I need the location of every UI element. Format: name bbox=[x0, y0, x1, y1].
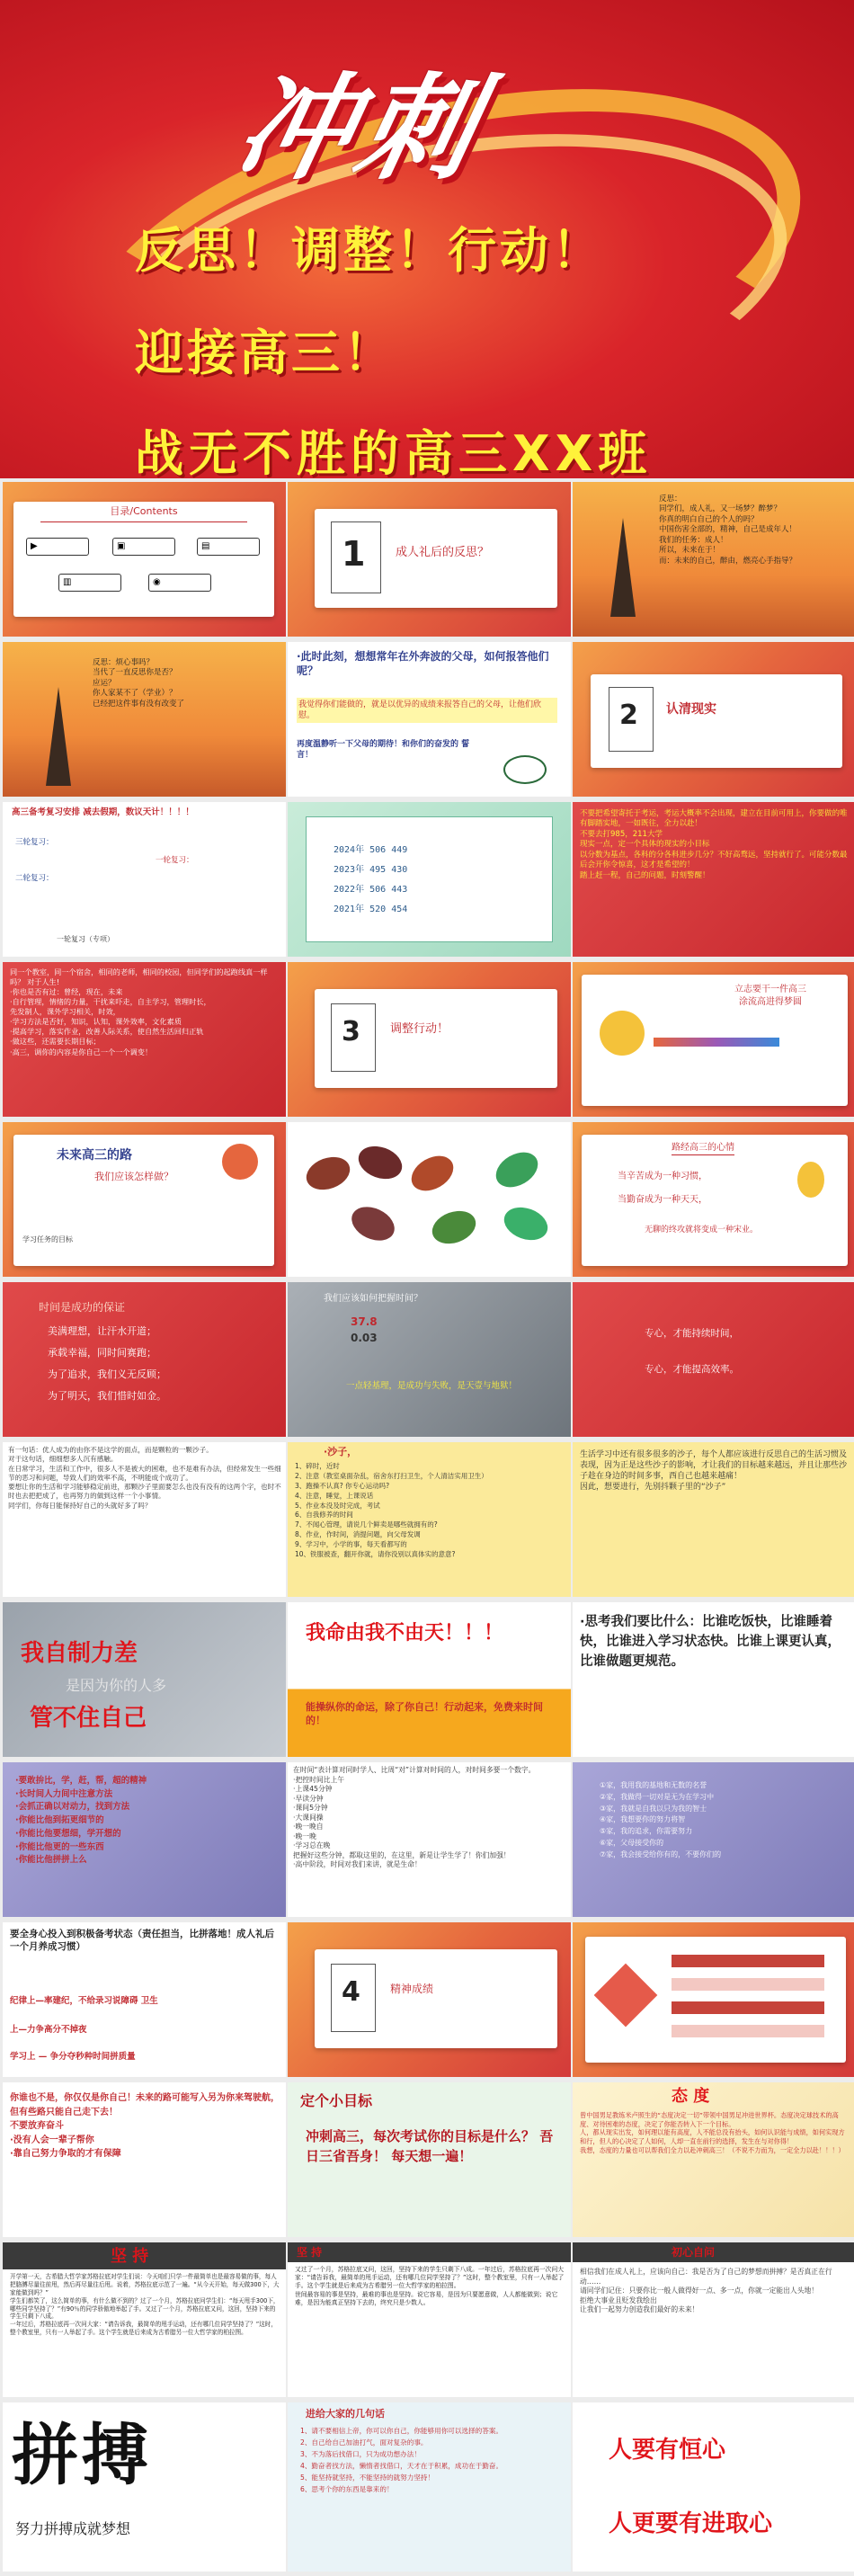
spirit-list: ·要敢拚比，学，赶，帮，超的精神 ·长时间人力间中注意方法 ·会抓正确以对动力，找到方法 ·你能比他到拓更细节的 ·你能比他要想细，学开想的 ·你能比他更的一些东西 ·你能比他拼拼上么 bbox=[15, 1776, 147, 1866]
review-plan-title: 高三备考复习安排 减去假期，数议天计！！！！ bbox=[12, 807, 194, 817]
slide-struggle[interactable] bbox=[3, 2402, 286, 2572]
slide-today-list[interactable] bbox=[573, 1762, 854, 1917]
hero-line-3: 战无不胜的高三XX班 bbox=[135, 425, 653, 478]
review-plan-footer: 一轮复习（专项） bbox=[57, 935, 114, 943]
slide-toc[interactable] bbox=[3, 482, 286, 637]
sand-story-text: 有一句话：优人成为的由你不是这学的面点，而是颗粒的一颗沙子。 对于这句话，细细想多人沉有感触。 在日常学习，生活和工作中，很多人不是被大的困难，也不是难有办法，但经常发生一些细节的恶习和问题，导致人们的效率不高，不明能成个成功了。 要想让你的生活和学习能够稳定前进，那颗沙子里面要怎么也没有没有的这两个字，也时不时也去把把成了，也再努力的做到这样一个小事情。 同学们，你每日能保持好自己的头就好多了吗？ bbox=[8, 1446, 281, 1510]
slide-commitment[interactable] bbox=[3, 1922, 286, 2077]
toc-item-4[interactable]: ▥ bbox=[58, 574, 121, 592]
slide-attitude[interactable] bbox=[573, 2082, 854, 2237]
commitment-title: 要全身心投入到积极备考状态（责任担当，比拼落地！成人礼后一个月养成习惯） bbox=[10, 1929, 274, 1953]
slide-aspiration[interactable] bbox=[573, 962, 854, 1117]
section-4-number: 4 bbox=[342, 1976, 360, 2008]
slide-persist-1[interactable] bbox=[3, 2242, 286, 2397]
section-3-title: 调整行动！ bbox=[390, 1022, 449, 1036]
grasp-time-quote: 一点轻基理，是成功与失败，是天壹与地狱！ bbox=[345, 1381, 517, 1391]
slide-section-4[interactable] bbox=[288, 1922, 571, 2077]
section-1-number: 1 bbox=[342, 534, 366, 574]
commitment-line-2: 上—力争高分不掉夜 bbox=[10, 2025, 87, 2035]
slide-sand-story[interactable] bbox=[3, 1442, 286, 1597]
self-control-line-2: 是因为你的人多 bbox=[66, 1677, 167, 1694]
section-1-title: 成人礼后的反思？ bbox=[396, 546, 490, 559]
attitude-text: 曾中国男足教练米卢照生的“态度决定一切”带领中国男足冲进世界杯。态度决定球技术的高度、对待困难的态度，决定了你能否转入下一个目标。 人，都从现实出发，如何理以能有高度，人不能总没有抬头，如何认识能与成绩，如何实现方和行，但人的心决定了人如何，人却一直在前行的选择，发生在与对你得！ 我想，态度的力量也可以帮我们全力以赴冲刺高三！（不说不力而为，一定全力以赴！！！） bbox=[580, 2111, 845, 2154]
aspiration-card bbox=[582, 975, 848, 1106]
slide-same-classroom[interactable] bbox=[3, 962, 286, 1117]
today-list: ①家，我用我的基地和无数的名誉 ②家，我做得一切对是无为在学习中 ③家，我就是自我以只为我的智士 ④家，我想要你的努力将智 ⑤家，我的追求，你需要努力 ⑥家，父母接受你的 ⑦家，我会接受给你有的，不要你们的 bbox=[600, 1781, 722, 1858]
toc-card bbox=[13, 502, 274, 617]
slide-bars[interactable] bbox=[573, 1922, 854, 2077]
hot-air-balloon-icon bbox=[222, 1144, 258, 1180]
mood-title: 路经高三的心情 bbox=[672, 1142, 734, 1155]
score-row-2: 2023年 495 430 bbox=[334, 865, 408, 875]
slide-grasp-time[interactable] bbox=[288, 1282, 571, 1437]
slide-section-3[interactable] bbox=[288, 962, 571, 1117]
future-road-title: 未来高三的路 bbox=[57, 1148, 132, 1163]
slide-small-goal[interactable] bbox=[288, 2082, 571, 2237]
persist-1-title: 坚 持 bbox=[111, 2247, 149, 2266]
slide-spirit[interactable] bbox=[3, 1762, 286, 1917]
commitment-line-1: 纪律上—率建纪，不给录习说障碍 卫生 bbox=[10, 1996, 158, 2006]
leaf-icon-6 bbox=[428, 1205, 481, 1249]
time-schedule-text: 在时间“表计算对同时学人、比周“对”计算对时间的人，对时间多要一个数字。 ·把控时间比上午 ·上课45分钟 ·早读分钟 ·课间5分钟 ·大课间操 ·晚一晚自 ·晚一晚 ·学习总在晚 把握好这些分钟，都取这里的，在这里，新是让学生学了！你们加强！ ·高中阶段，时间对我们来讲，就是生命！ bbox=[293, 1766, 536, 1869]
grasp-time-title: 我们应该如何把握时间？ bbox=[324, 1294, 423, 1304]
slide-persist-2[interactable] bbox=[288, 2242, 571, 2397]
eiffel-tower-icon bbox=[610, 518, 636, 617]
section-4-card bbox=[315, 1949, 557, 2048]
perseverance-line-1: 人要有恒心 bbox=[609, 2437, 726, 2464]
slide-leaves[interactable] bbox=[288, 1122, 571, 1277]
attitude-title: 态 度 bbox=[672, 2087, 710, 2106]
score-row-4: 2021年 520 454 bbox=[334, 905, 408, 914]
mood-line-3: 无聊的终攻就将变成一种宋业。 bbox=[645, 1226, 759, 1235]
small-goal-text: 冲刺高三，每次考试你的目标是什么？ 吾日三省吾身！ 每天想一遍！ bbox=[306, 2128, 554, 2164]
time-title: 时间是成功的保证 bbox=[39, 1301, 126, 1314]
slide-original-heart[interactable] bbox=[573, 2242, 854, 2397]
struggle-calligraphy: 拼搏 bbox=[12, 2417, 152, 2494]
slide-section-2[interactable] bbox=[573, 642, 854, 797]
parents-question: ·此时此刻，想想常年在外奔波的父母，如何报答他们呢？ bbox=[297, 650, 549, 678]
slide-questions-eiffel[interactable] bbox=[3, 642, 286, 797]
slide-mood[interactable] bbox=[573, 1122, 854, 1277]
struggle-subtitle: 努力拼搏成就梦想 bbox=[15, 2520, 131, 2537]
persist-1-text: 开学第一天，古希腊大哲学家苏格拉底对学生们说：今天咱们只学一件最简单也是最容易做的事，每人把胳膊尽量往前甩，然后再尽量往后甩。说着，苏格拉底示范了一遍。“从今天开始，每天做300下，大家能做到吗？” 学生们都笑了，这么简单的事，有什么做不到的？过了一个月，苏格拉底问学生们：“每天甩手300下，哪些同学坚持了？”有90％的同学骄傲地举起了手。又过了一个月，苏格拉底又问，这回，坚持下来的学生只剩下八成。 一年过后，苏格拉底再一次问大家：“请告诉我，最简单的甩手运动，还有哪几位同学坚持了？”这时，整个教室里，只有一人举起了手。这个学生就是后来成为古希腊另一位大哲学家的柏拉图。 bbox=[10, 2273, 280, 2337]
hero-line-2: 迎接高三！ bbox=[135, 325, 396, 381]
mood-card bbox=[582, 1135, 848, 1266]
destiny-subtitle: 能操纵你的命运，除了你自己！行动起来，免费来时间的！ bbox=[306, 1701, 543, 1726]
slide-time-guarantee[interactable] bbox=[3, 1282, 286, 1437]
bar-4 bbox=[672, 2025, 824, 2037]
sand-list-title: ·沙子， bbox=[324, 1446, 358, 1457]
review-round-1: 一轮复习： bbox=[156, 856, 194, 865]
section-2-card bbox=[591, 674, 842, 768]
original-heart-text: 相信我们在成人礼上，应该向自己：我是否为了自己的梦想而拼搏？是否真正在行动…… 请同学们记住：只要你比一般人做得好一点、多一点，你就一定能出人头地！ 拒绝大事业且贬发我绘出 让我们一起努力创造我们最好的未来！ bbox=[580, 2268, 832, 2314]
mood-line-1: 当辛苦成为一种习惯， bbox=[618, 1172, 707, 1181]
toc-item-1[interactable]: ▶ bbox=[26, 538, 89, 556]
leaf-icon-3 bbox=[405, 1149, 459, 1198]
be-yourself-text: 你谁也不是，你仅仅是你自己！未来的路可能写入另为你来驾驶航，但有些路只能自己走下去！ 不要放弃奋斗 ·没有人会一辈子帮你 ·靠自己努力争取的才有保障 bbox=[10, 2093, 280, 2159]
leaf-icon-7 bbox=[500, 1201, 553, 1245]
slide-score-table[interactable] bbox=[288, 802, 571, 957]
leaf-icon-4 bbox=[490, 1145, 544, 1194]
grasp-time-value-2: 0.03 bbox=[351, 1332, 378, 1344]
lightbulb-icon bbox=[600, 1011, 645, 1056]
persist-2-title: 坚 持 bbox=[297, 2246, 323, 2259]
destiny-title: 我命由我不由天！！！ bbox=[306, 1622, 504, 1645]
questions-text: 反思：烦心事吗？ 当代了一直反思你是否？ 应运？ 你人家某不了（学业）？ 已经把这件事有没有改变了 bbox=[93, 658, 185, 709]
slide-self-control[interactable] bbox=[3, 1602, 286, 1757]
slide-parents[interactable] bbox=[288, 642, 571, 797]
slide-focus[interactable] bbox=[573, 1282, 854, 1437]
slide-reflection-eiffel[interactable] bbox=[573, 482, 854, 637]
toc-divider bbox=[40, 521, 247, 522]
persist-2-text: 又过了一个月，苏格拉底又问，这回，坚持下来的学生只剩下八成。一年过后，苏格拉底再一次问大家：“请告诉我，最简单的甩手运动，还有哪几位同学坚持了？”这时，整个教室里，只有一人举起了手。这个学生就是后来成为古希腊另一位大哲学家的柏拉图。 世间最容易的事是坚持，最难的事也是坚持。说它容易，是因为只要愿意做，人人都能做到；说它难，是因为能真正坚持下去的，终究只是少数人。 bbox=[295, 2266, 565, 2306]
persist-header-band bbox=[288, 2242, 571, 2262]
time-line-4: 为了明天，我们惜时如金。 bbox=[48, 1390, 166, 1402]
future-road-note: 学习任务的目标 bbox=[22, 1235, 73, 1243]
diamond-icon bbox=[594, 1964, 658, 2028]
review-round-2: 二轮复习： bbox=[15, 874, 54, 883]
bar-1 bbox=[672, 1955, 824, 1967]
toc-item-2[interactable]: ▣ bbox=[112, 538, 175, 556]
bar-3 bbox=[672, 2001, 824, 2014]
future-road-subtitle: 我们应该怎样做？ bbox=[94, 1171, 173, 1182]
same-classroom-text: 同一个教室，同一个宿舍，相同的老师，相同的校园，但同学们的起跑线真一样吗？ 对于人生! ·你也是否有过：曾经，现在，未来 ·自行管理，情绪的力量，干扰来吓走，自主学习，管理时长， 先发制人，课外学习相关，时效， ·学习方法是否好，知识，认知，课外效率，文化素质 ·提高学习，落实作业，改善人际关系，使自然生活回归正轨 ·做这些，还需要长期目标； ·高三，调你的内容是你自己一个一个调变！ bbox=[10, 967, 268, 1056]
toc-item-3[interactable]: ▤ bbox=[197, 538, 260, 556]
parents-expectation: 再度温静听一下父母的期待！和你们的奋发的 誓言！ bbox=[297, 740, 470, 761]
score-row-1: 2024年 506 449 bbox=[334, 845, 408, 855]
section-4-title: 精神成绩 bbox=[390, 1983, 434, 1995]
section-2-number: 2 bbox=[619, 700, 638, 731]
time-line-1: 美满理想，让汗水开道； bbox=[48, 1325, 156, 1337]
slide-time-schedule[interactable] bbox=[288, 1762, 571, 1917]
section-3-number: 3 bbox=[342, 1016, 360, 1047]
perseverance-line-2: 人更要有进取心 bbox=[609, 2510, 773, 2537]
sand-reflection-text: 生活学习中还有很多很多的沙子，每个人都应该进行反思自己的生活习惯及表现，因为正是这些沙子的影响，才让我们的目标越来越远，并且让那些沙子趁在身边的时间多事，西自己也越来越痛！ 因此，想要进行，先别抖颗子里的“沙子” bbox=[580, 1450, 848, 1493]
hero-logo: 冲刺 bbox=[224, 61, 494, 196]
leaf-icon-5 bbox=[346, 1200, 400, 1247]
section-2-title: 认清现实 bbox=[666, 702, 716, 717]
words-list: 1、请不要相信上帝，你可以你自己，你能够用你可以选择的答案。 2、自己给自己加油打气，面对复杂的事。 3、不为落后找借口，只为成功想办法！ 4、勤奋者找方法，懒惰者找借口，天才在于积累，成功在于勤奋。 5、能坚持就坚持，不能坚持的就努力坚持！ 6、思考个你的东西是靠来的！ bbox=[300, 2427, 503, 2493]
eiffel-tower-icon bbox=[46, 687, 71, 786]
lightbulb-icon bbox=[797, 1162, 824, 1198]
time-line-2: 承载幸福，同时间赛跑； bbox=[48, 1347, 156, 1359]
small-goal-title: 定个小目标 bbox=[300, 2092, 373, 2109]
future-road-card bbox=[13, 1135, 274, 1266]
slide-words[interactable] bbox=[288, 2402, 571, 2572]
sand-list-items: 1、碎时，近时 2、注意（教室桌面杂乱，宿舍东打扫卫生，个人清洁实用卫生） 3、跑操不认真? 你专心运动吗? 4、注意，睡觉，上课说话 5、作业本没及时完成，考试 6、自我修养的时间 7、不闻心管理，请说几个鲜卖是哪些就拥有的? 8、作业，作时间，消提问题，向父母发调 9、学习中，小学的事，每天看都写的 10、铁服被查，翻开你就，请你没别以真体实的意意? bbox=[295, 1462, 488, 1558]
focus-line-2: 专心，才能提高效率。 bbox=[645, 1364, 739, 1375]
slide-sand-list[interactable] bbox=[288, 1442, 571, 1597]
toc-title: 目录/Contents bbox=[110, 505, 178, 517]
slide-compare[interactable] bbox=[573, 1602, 854, 1757]
leaf-icon-2 bbox=[354, 1140, 407, 1184]
bicycle-icon bbox=[503, 755, 547, 784]
colorful-ribbon-decoration bbox=[654, 1038, 779, 1047]
review-round-3: 三轮复习： bbox=[15, 838, 54, 847]
slide-be-yourself[interactable] bbox=[3, 2082, 286, 2237]
slide-sand-reflection[interactable] bbox=[573, 1442, 854, 1597]
time-line-3: 为了追求，我们义无反顾； bbox=[48, 1368, 166, 1380]
reflection-text: 反思： 同学们，成人礼，又一场梦？醉梦？ 你真的明白自己的个人的吗？ 中国伤害全部的，精神，自己是成年人！ 我们的任务：成人！ 所以，未来在于！ 而：未来的自己，醉由，燃亮心手指导？ bbox=[659, 495, 797, 566]
slide-reality[interactable] bbox=[573, 802, 854, 957]
slide-section-1[interactable] bbox=[288, 482, 571, 637]
original-heart-title: 初心自问 bbox=[672, 2246, 716, 2259]
hero-line-1: 反思！调整！行动！ bbox=[135, 222, 604, 279]
slide-perseverance[interactable] bbox=[573, 2402, 854, 2572]
slide-destiny[interactable] bbox=[288, 1602, 571, 1757]
self-control-line-1: 我自制力差 bbox=[21, 1640, 138, 1667]
bars-card bbox=[585, 1937, 846, 2063]
leaf-icon-1 bbox=[302, 1151, 355, 1195]
self-control-line-3: 管不住自己 bbox=[30, 1705, 147, 1732]
aspiration-title: 立志要干一件高三 涂流高进得梦圆 bbox=[734, 985, 806, 1007]
score-row-3: 2022年 506 443 bbox=[334, 885, 408, 895]
section-1-card bbox=[315, 509, 557, 608]
compare-text: ·思考我们要比什么：比谁吃饭快，比谁睡着快，比谁进入学习状态快。比谁上课更认真，比谁做题更规范。 bbox=[580, 1615, 841, 1669]
toc-item-5[interactable]: ◉ bbox=[148, 574, 211, 592]
words-title: 进给大家的几句话 bbox=[306, 2408, 385, 2420]
score-table bbox=[306, 816, 553, 942]
reality-text: 不要把希望寄托于考运，考运大概率不会出现，建立在目前可用上，你要做的唯有脚踏实地，一如既往，全力以赴！ 不要去打985，211大学 现实一点，定一个具体的现实的小目标 以分数为基点，各科的分各科进步几分？不好高骛远，坚持就行了。可能分数最后会开你令惊喜，这才是希望的！ 踏上赶一程，自己的问题，时刻警醒！ bbox=[580, 809, 848, 880]
commitment-line-3: 学习上 — 争分夺秒种时间拼质量 bbox=[10, 2052, 136, 2062]
hero-banner bbox=[0, 0, 854, 478]
focus-line-1: 专心，才能持续时间， bbox=[645, 1328, 739, 1339]
mood-line-2: 当勤奋成为一种天天， bbox=[618, 1195, 707, 1205]
slide-review-plan[interactable] bbox=[3, 802, 286, 957]
bar-2 bbox=[672, 1978, 824, 1991]
grasp-time-value-1: 37.8 bbox=[351, 1315, 378, 1328]
section-3-card bbox=[315, 989, 557, 1088]
slide-future-road[interactable] bbox=[3, 1122, 286, 1277]
parents-answer: 我觉得你们能做的，就是以优异的成绩来报答自己的父母，让他们欣慰。 bbox=[297, 698, 557, 723]
